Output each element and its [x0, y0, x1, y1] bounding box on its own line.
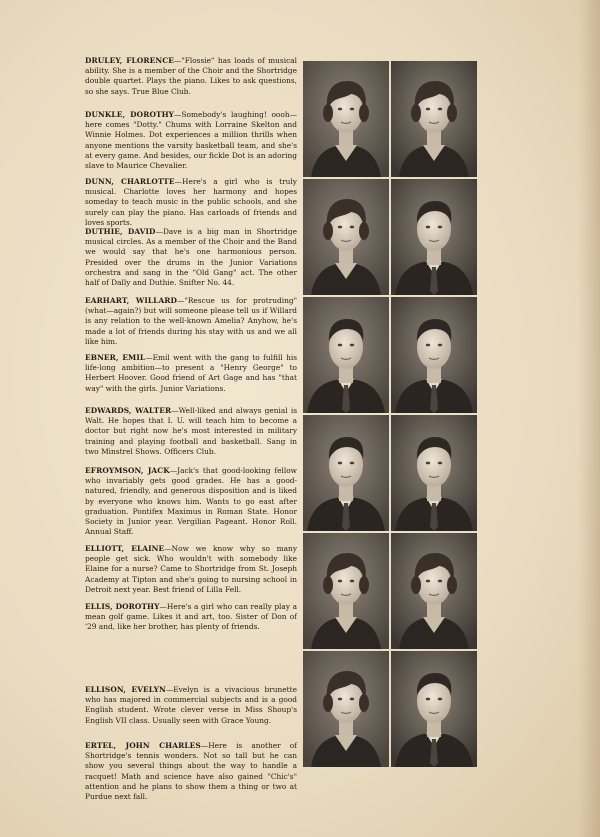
student-name: ERTEL, JOHN CHARLES [85, 741, 201, 750]
portrait-dunkle [391, 61, 477, 177]
student-name: DUNKLE, DOROTHY [85, 110, 175, 119]
bio-entry-ellis [85, 602, 297, 633]
bio-text: —Well-liked and always genial is Walt. He hopes that I. U. will teach him to become a doctor but right now he's most interested in military training and playing football and basketball. Sang in two Minstrel Shows. Officers Club. [85, 406, 297, 456]
student-name: ELLIOTT, ELAINE [85, 544, 165, 553]
portrait-elliott [303, 533, 389, 649]
portrait-grid [303, 61, 477, 769]
portrait-ertel [391, 651, 477, 767]
student-name: EBNER, EMIL [85, 353, 146, 362]
portrait-photo [303, 533, 389, 649]
portrait-photo [303, 61, 389, 177]
student-name: DUNN, CHARLOTTE [85, 177, 175, 186]
bio-text: —Emil went with the gang to fulfill his life-long ambition—to present a "Henry George" to Herbert Hoover. Good friend of Art Gage and has "that way" with the girls. Junior Variations. [85, 353, 297, 393]
portrait-ellis [391, 533, 477, 649]
portrait-photo [391, 297, 477, 413]
student-name: ELLISON, EVELYN [85, 685, 166, 694]
portrait-edwards [303, 415, 389, 531]
bio-entry-earhart [85, 296, 297, 347]
portrait-duthie [391, 179, 477, 295]
bio-text: —"Rescue us for protruding" (what—again?) but will someone please tell us if Willard is any relation to the well-known Amelia? Anyhow, he's made a lot of friends during his stay with us and we all like him. [85, 296, 297, 346]
portrait-photo [303, 651, 389, 767]
bio-text: —Jack's that good-looking fellow who invariably gets good grades. He has a good-natured, friendly, and generous disposition and is liked by everyone who knows him. Wants to go east after graduation. Pontifex Maximus in Roman State. Honor Society in Junior year. Vergilian Pageant. Honor Roll. Annual Staff. [85, 466, 297, 537]
portrait-druley [303, 61, 389, 177]
portrait-ebner [391, 297, 477, 413]
bio-entry-dunn [85, 177, 297, 228]
portrait-ellison [303, 651, 389, 767]
bio-text: —"Flossie" has loads of musical ability. She is a member of the Choir and the Shortridge double quartet. Plays the piano. Likes to ask questions, so she says. True Blue Club. [85, 56, 297, 96]
bio-entry-dunkle [85, 110, 297, 171]
bio-entry-elliott [85, 544, 297, 595]
student-name: EDWARDS, WALTER [85, 406, 172, 415]
student-name: DRULEY, FLORENCE [85, 56, 174, 65]
bio-entry-ebner [85, 353, 297, 394]
bio-entry-efroymson [85, 466, 297, 537]
bio-entry-edwards [85, 406, 297, 457]
bio-text: —Somebody's laughing! oooh—here comes "Dotty." Chums with Lorraine Skelton and Winnie Holmes. Dot experiences a million thrills when anyone mentions the varsity basketball team, and she's at every game. And besides, our fickle Dot is an adoring slave to Maurice Chevalier. [85, 110, 297, 171]
portrait-earhart [303, 297, 389, 413]
bio-entry-ertel [85, 741, 297, 802]
portrait-efroymson [391, 415, 477, 531]
portrait-photo [391, 415, 477, 531]
student-name: DUTHIE, DAVID [85, 227, 156, 236]
student-name: EFROYMSON, JACK [85, 466, 170, 475]
bio-text: —Here is another of Shortridge's tennis wonders. Not so tall but he can show you several things about the way to handle a racquet! Math and science have also gained "Chic's" attention and he plans to show them a thing or two at Purdue next fall. [85, 741, 297, 802]
bio-text: —Dave is a big man in Shortridge musical circles. As a member of the Choir and the Band we would say that he's one harmonious person. Presided over the drums in the Junior Variations orchestra and sang in the "Old Gang" act. The other half of Dally and Duthie. Snifter No. 44. [85, 227, 297, 288]
bio-entry-druley [85, 56, 297, 97]
bio-text: —Evelyn is a vivacious brunette who has majored in commercial subjects and is a good English student. Wrote clever verse in Miss Shoup's English VII class. Usually seen with Grace Young. [85, 685, 297, 725]
portrait-photo [303, 415, 389, 531]
portrait-photo [391, 61, 477, 177]
portrait-photo [303, 297, 389, 413]
bio-entry-ellison [85, 685, 297, 726]
bio-text: —Here's a girl who is truly musical. Charlotte loves her harmony and hopes someday to teach music in the public schools, and she surely can play the piano. Has carloads of friends and loves sports. [85, 177, 297, 227]
portrait-photo [391, 533, 477, 649]
bio-text: —Here's a girl who can really play a mean golf game. Likes it and art, too. Sister of Don of '29 and, like her brother, has plenty of friends. [85, 602, 297, 632]
student-name: EARHART, WILLARD [85, 296, 178, 305]
portrait-photo [391, 179, 477, 295]
bio-text: —Now we know why so many people get sick. Who wouldn't with somebody like Elaine for a nurse? Came to Shortridge from St. Joseph Academy at Tipton and she's going to nursing school in Detroit next year. Best friend of Lilla Fell. [85, 544, 297, 594]
portrait-dunn [303, 179, 389, 295]
portrait-photo [391, 651, 477, 767]
portrait-photo [303, 179, 389, 295]
bio-entry-duthie [85, 227, 297, 288]
student-name: ELLIS, DOROTHY [85, 602, 160, 611]
